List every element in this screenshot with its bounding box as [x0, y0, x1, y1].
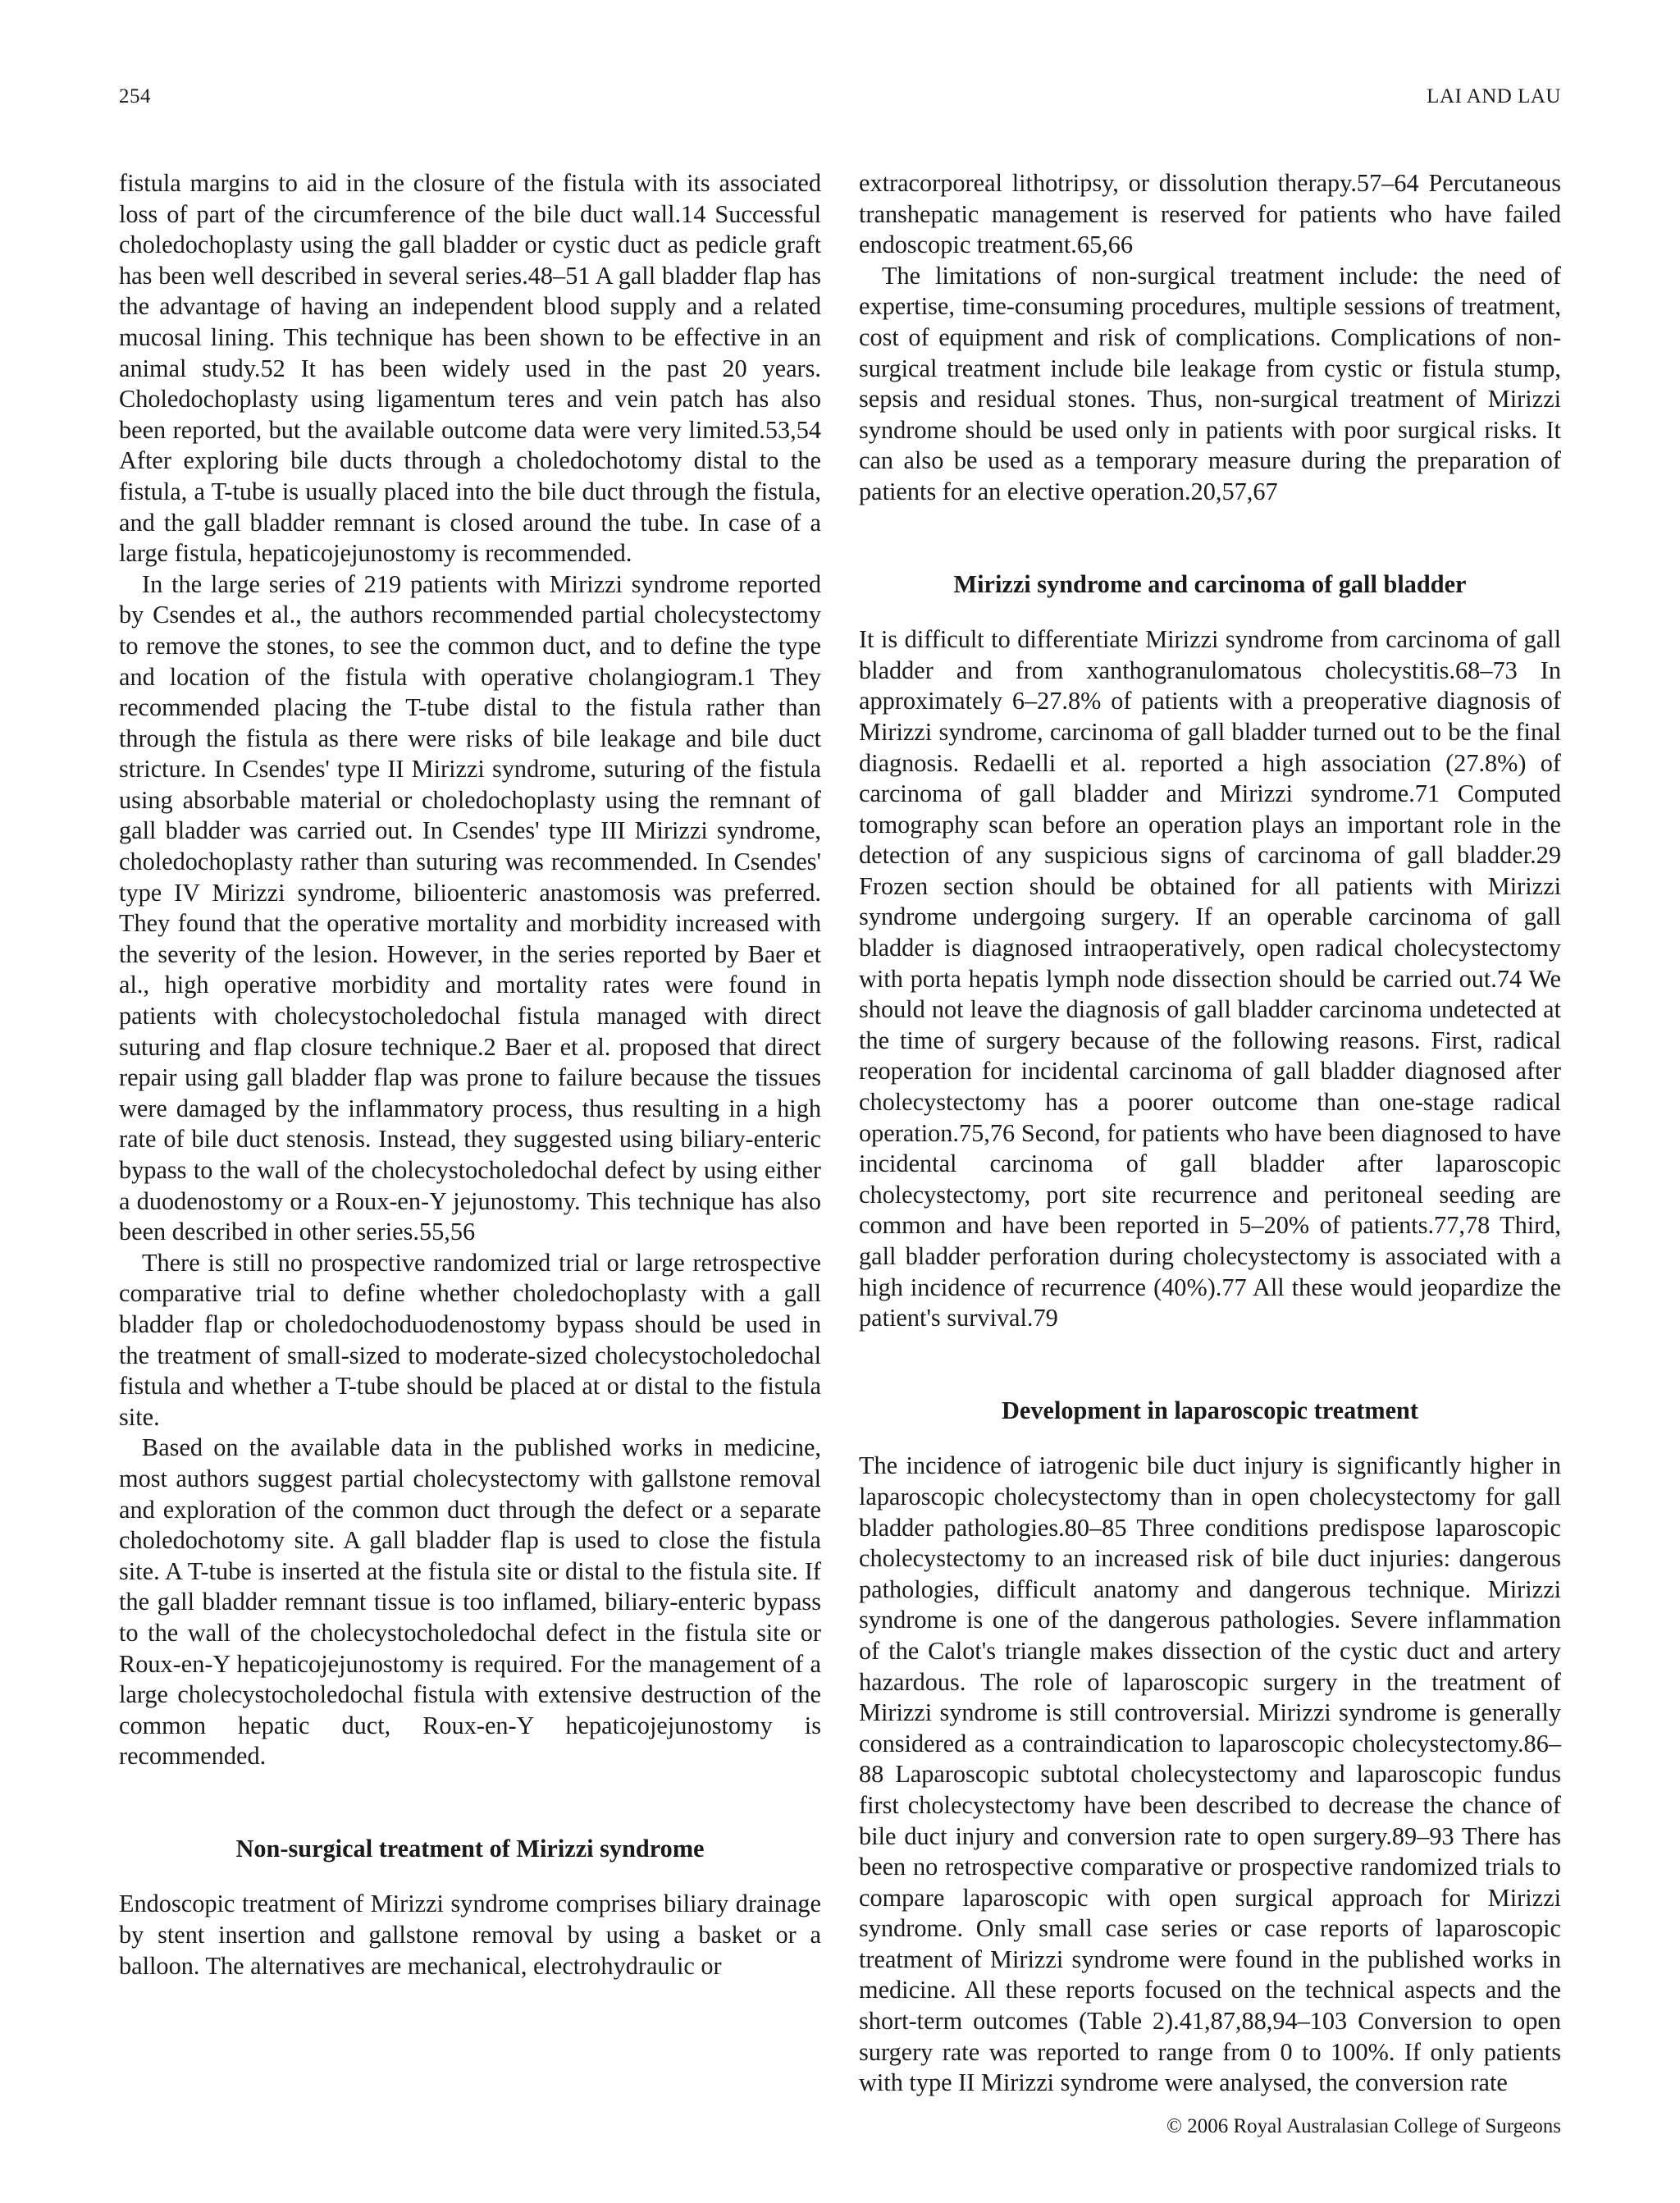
right-column [859, 168, 1561, 2099]
paragraph: It is difficult to differentiate Mirizzi syndrome from carcinoma of gall bladder and from xanthogranulomatous cholecystitis.68–73 In approximately 6–27.8% of patients with a preoperative diagnosis of Mirizzi syndrome, carcinoma of gall bladder turned out to be the final diagnosis. Redaelli et al. reported a high association (27.8%) of carcinoma of gall bladder and Mirizzi syndrome.71 Computed tomography scan before an operation plays an important role in the detection of any suspicious signs of carcinoma of gall bladder.29 Frozen section should be obtained for all patients with Mirizzi syndrome undergoing surgery. If an operable carcinoma of gall bladder is diagnosed intraoperatively, open radical cholecystectomy with porta hepatis lymph node dissection should be carried out.74 We should not leave the diagnosis of gall bladder carcinoma undetected at the time of surgery because of the following reasons. First, radical reoperation for incidental carcinoma of gall bladder diagnosed after cholecystectomy has a poorer outcome than one-stage radical operation.75,76 Second, for patients who have been diagnosed to have incidental carcinoma of gall bladder after laparoscopic cholecystectomy, port site recurrence and peritoneal seeding are common and have been reported in 5–20% of patients.77,78 Third, gall bladder perforation during cholecystectomy is associated with a high incidence of recurrence (40%).77 All these would jeopardize the patient's survival.79 [859, 625, 1561, 1332]
section-heading: Non-surgical treatment of Mirizzi syndrome [235, 1834, 705, 1862]
left-column [119, 168, 821, 1981]
section-heading: Mirizzi syndrome and carcinoma of gall bladder [953, 569, 1467, 598]
paragraph: fistula margins to aid in the closure of the fistula with its associated loss of part of the circumference of the bile duct wall.14 Successful choledochoplasty using the gall bladder or cystic duct as pedicle graft has been well described in several series.48–51 A gall bladder flap has the advantage of having an independent blood supply and a related mucosal lining. This technique has been shown to be effective in an animal study.52 It has been widely used in the past 20 years. Choledochoplasty using ligamentum teres and vein patch has also been reported, but the available outcome data were very limited.53,54 After exploring bile ducts through a choledochotomy distal to the fistula, a T-tube is usually placed into the bile duct through the fistula, and the gall bladder remnant is closed around the tube. In case of a large fistula, hepaticojejunostomy is recommended. [119, 169, 821, 568]
paragraph: In the large series of 219 patients with Mirizzi syndrome reported by Csendes et al., the authors recommended partial cholecystectomy to remove the stones, to see the common duct, and to define the type and location of the fistula with operative cholangiogram.1 They recommended placing the T-tube distal to the fistula rather than through the fistula as there were risks of bile leakage and bile duct stricture. In Csendes' type II Mirizzi syndrome, suturing of the fistula using absorbable material or choledochoplasty using the remnant of gall bladder was carried out. In Csendes' type III Mirizzi syndrome, choledochoplasty rather than suturing was recommended. In Csendes' type IV Mirizzi syndrome, bilioenteric anastomosis was preferred. They found that the operative mortality and morbidity increased with the severity of the lesion. However, in the series reported by Baer et al., high operative morbidity and mortality rates were found in patients with cholecystocholedochal fistula managed with direct suturing and flap closure technique.2 Baer et al. proposed that direct repair using gall bladder flap was prone to failure because the tissues were damaged by the inflammatory process, thus resulting in a high rate of bile duct stenosis. Instead, they suggested using biliary-enteric bypass to the wall of the cholecystocholedochal defect by using either a duodenostomy or a Roux-en-Y jejunostomy. This technique has also been described in other series.55,56 [119, 569, 821, 1246]
paragraph: Based on the available data in the published works in medicine, most authors suggest partial cholecystectomy with gallstone removal and exploration of the common duct through the defect or a separate choledochotomy site. A gall bladder flap is used to close the fistula site. A T-tube is inserted at the fistula site or distal to the fistula site. If the gall bladder remnant tissue is too inflamed, biliary-enteric bypass to the wall of the cholecystocholedochal defect in the fistula site or Roux-en-Y hepaticojejunostomy is required. For the management of a large cholecystocholedochal fistula with extensive destruction of the common hepatic duct, Roux-en-Y hepaticojejunostomy is recommended. [119, 1433, 821, 1771]
paragraph: There is still no prospective randomized trial or large retrospective comparative trial to define whether choledochoplasty with a gall bladder flap or choledochoduodenostomy bypass should be used in the treatment of small-sized to moderate-sized cholecystocholedochal fistula and whether a T-tube should be placed at or distal to the fistula site. [119, 1248, 821, 1431]
paragraph: Endoscopic treatment of Mirizzi syndrome comprises biliary drainage by stent insertion and gallstone removal by using a basket or a balloon. The alternatives are mechanical, electrohydraulic or [119, 1890, 821, 1980]
paragraph: The limitations of non-surgical treatment include: the need of expertise, time-consuming procedures, multiple sessions of treatment, cost of equipment and risk of complications. Complications of non-surgical treatment include bile leakage from cystic or fistula stump, sepsis and residual stones. Thus, non-surgical treatment of Mirizzi syndrome should be used only in patients with poor surgical risks. It can also be used as a temporary measure during the preparation of patients for an elective operation.20,57,67 [859, 261, 1561, 505]
running-title: LAI AND LAU [1427, 85, 1561, 107]
page-number: 254 [119, 85, 151, 107]
copyright-footer: © 2006 Royal Australasian College of Surgeons [1166, 2115, 1561, 2137]
running-header [0, 85, 1680, 118]
paragraph: extracorporeal lithotripsy, or dissolution therapy.57–64 Percutaneous transhepatic management is reserved for patients who have failed endoscopic treatment.65,66 [859, 169, 1561, 259]
paragraph: The incidence of iatrogenic bile duct injury is significantly higher in laparoscopic cholecystectomy than in open cholecystectomy for gall bladder pathologies.80–85 Three conditions predispose laparoscopic cholecystectomy to an increased risk of bile duct injuries: dangerous pathologies, difficult anatomy and dangerous technique. Mirizzi syndrome is one of the dangerous pathologies. Severe inflammation of the Calot's triangle makes dissection of the cystic duct and artery hazardous. The role of laparoscopic surgery in the treatment of Mirizzi syndrome is still controversial. Mirizzi syndrome is generally considered as a contraindication to laparoscopic cholecystectomy.86–88 Laparoscopic subtotal cholecystectomy and laparoscopic fundus first cholecystectomy have been described to decrease the chance of bile duct injury and conversion rate to open surgery.89–93 There has been no retrospective comparative or prospective randomized trials to compare laparoscopic with open surgical approach for Mirizzi syndrome. Only small case series or case reports of laparoscopic treatment of Mirizzi syndrome were found in the published works in medicine. All these reports focused on the technical aspects and the short-term outcomes (Table 2).41,87,88,94–103 Conversion to open surgery rate was reported to range from 0 to 100%. If only patients with type II Mirizzi syndrome were analysed, the conversion rate [859, 1451, 1561, 2097]
section-heading: Development in laparoscopic treatment [1002, 1396, 1418, 1424]
